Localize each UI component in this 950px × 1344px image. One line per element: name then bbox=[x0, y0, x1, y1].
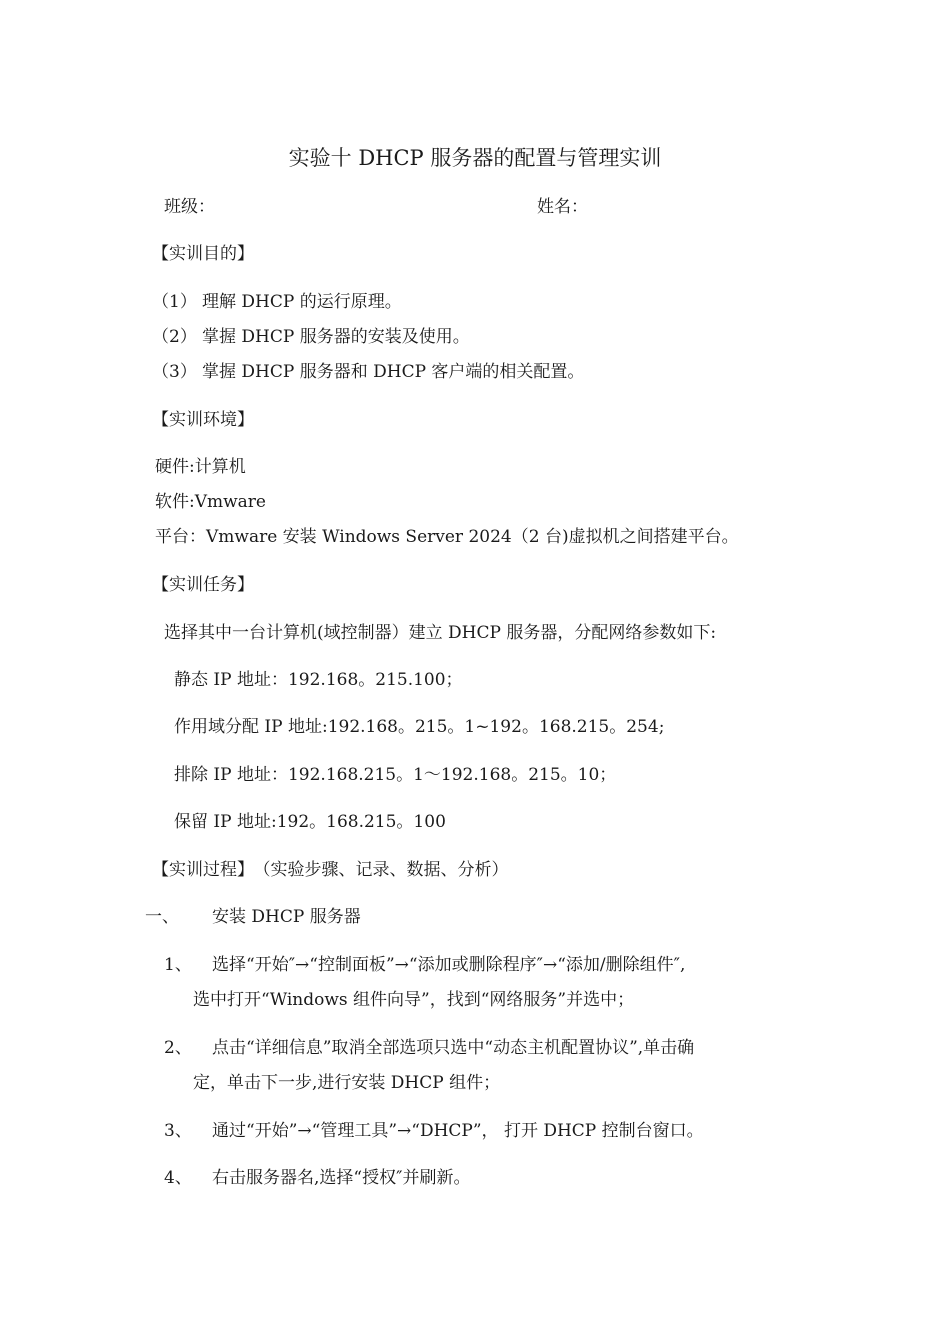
section-environment-heading: 【实训环境】 bbox=[152, 410, 254, 430]
step-item bbox=[164, 1037, 694, 1059]
section-process-heading bbox=[152, 859, 509, 881]
step-continuation: 定，单击下一步,进行安装 DHCP 组件； bbox=[193, 1073, 501, 1093]
task-param-reservation: 保留 IP 地址:192。168.215。100 bbox=[174, 812, 446, 832]
section-task-heading: 【实训任务】 bbox=[152, 575, 254, 595]
part-text: 安装 DHCP 服务器 bbox=[212, 907, 361, 927]
step-text: 选择“开始″→“控制面板”→“添加或删除程序″→“添加/删除组件″, bbox=[212, 955, 686, 975]
environment-software: 软件:Vmware bbox=[155, 492, 266, 512]
class-label: 班级： bbox=[164, 197, 215, 217]
process-heading-note: （实验步骤、记录、数据、分析） bbox=[262, 860, 509, 880]
step-item bbox=[164, 1120, 704, 1142]
step-number: 2、 bbox=[164, 1038, 192, 1058]
document-title: 实验十 DHCP 服务器的配置与管理实训 bbox=[288, 146, 662, 170]
process-heading-label: 【实训过程】 bbox=[152, 860, 254, 880]
step-continuation: 选中打开“Windows 组件向导”，找到“网络服务”并选中； bbox=[193, 990, 635, 1010]
step-number: 3、 bbox=[164, 1121, 192, 1141]
item-number: （3） bbox=[152, 362, 197, 382]
task-param-scope: 作用域分配 IP 地址:192.168。215。1~192。168.215。254; bbox=[174, 717, 665, 737]
task-param-static-ip: 静态 IP 地址：192.168。215.100； bbox=[174, 670, 463, 690]
step-number: 1、 bbox=[164, 955, 192, 975]
purpose-item bbox=[152, 326, 470, 348]
step-item bbox=[164, 954, 685, 976]
item-text: 掌握 DHCP 服务器的安装及使用。 bbox=[202, 327, 470, 347]
part-number: 一、 bbox=[145, 907, 179, 927]
purpose-item bbox=[152, 291, 402, 313]
step-text: 通过“开始”→“管理工具”→“DHCP”， 打开 DHCP 控制台窗口。 bbox=[212, 1121, 704, 1141]
item-text: 掌握 DHCP 服务器和 DHCP 客户端的相关配置。 bbox=[202, 362, 585, 382]
item-number: （2） bbox=[152, 327, 197, 347]
purpose-item bbox=[152, 361, 584, 383]
environment-hardware: 硬件:计算机 bbox=[155, 457, 246, 477]
environment-platform: 平台：Vmware 安装 Windows Server 2024（2 台)虚拟机之间搭建平台。 bbox=[155, 527, 739, 547]
step-text: 右击服务器名,选择“授权″并刷新。 bbox=[212, 1168, 471, 1188]
step-item bbox=[164, 1167, 470, 1189]
item-number: （1） bbox=[152, 292, 197, 312]
task-intro: 选择其中一台计算机(域控制器）建立 DHCP 服务器，分配网络参数如下: bbox=[164, 623, 717, 643]
task-param-exclusion: 排除 IP 地址：192.168.215。1～192.168。215。10； bbox=[174, 765, 617, 785]
step-number: 4、 bbox=[164, 1168, 192, 1188]
item-text: 理解 DHCP 的运行原理。 bbox=[202, 292, 402, 312]
name-label: 姓名： bbox=[537, 197, 588, 217]
section-purpose-heading: 【实训目的】 bbox=[152, 244, 254, 264]
part-one-heading bbox=[145, 906, 361, 928]
step-text: 点击“详细信息”取消全部选项只选中“动态主机配置协议”,单击确 bbox=[212, 1038, 695, 1058]
